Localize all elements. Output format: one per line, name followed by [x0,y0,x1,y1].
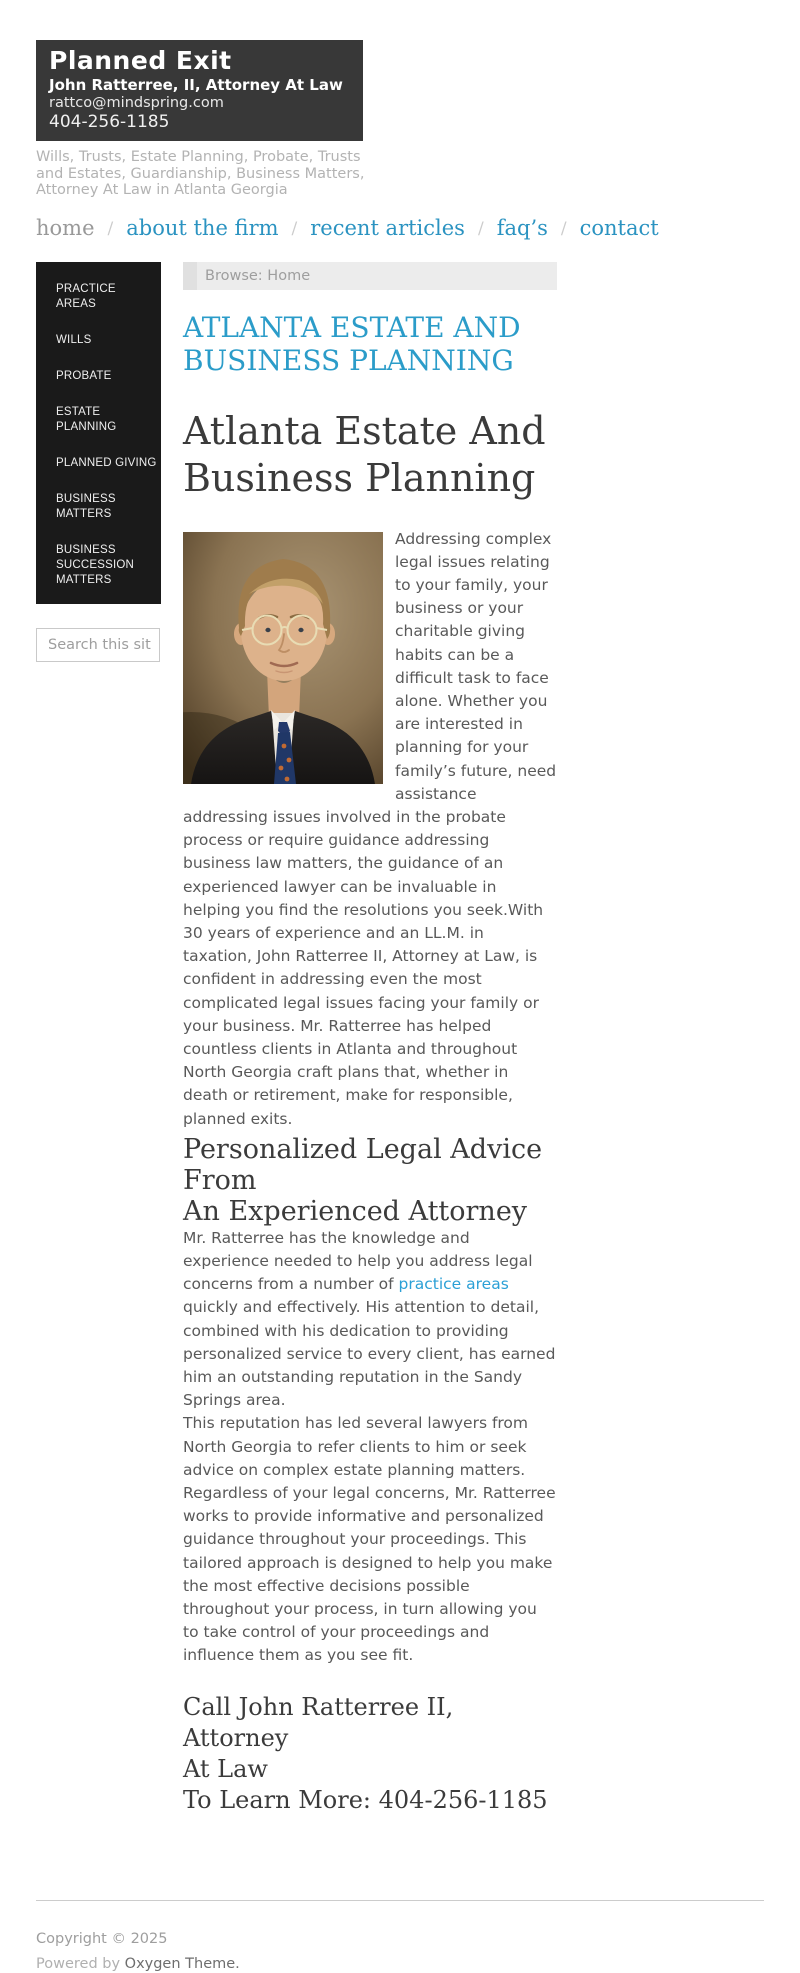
site-tagline: Wills, Trusts, Estate Planning, Probate, Trusts and Estates, Guardianship, Business Matters, Attorney At Law in Atlanta Georgia [36,149,365,198]
sidebar-item-business-matters[interactable]: BUSINESS MATTERS [56,492,116,520]
practice-areas-link[interactable]: practice areas [398,1275,509,1294]
page-title [183,408,557,502]
nav-item-contact[interactable]: contact [579,215,659,240]
nav-separator: / [560,218,567,239]
search-input[interactable] [36,628,160,662]
page-kicker-line: BUSINESS PLANNING [183,343,514,377]
site-phone[interactable]: 404-256-1185 [49,112,170,132]
cta-heading [183,1692,557,1816]
footer-divider [36,1900,764,1901]
nav-separator: / [477,218,484,239]
sidebar-item-planned-giving[interactable]: PLANNED GIVING [56,456,157,469]
page-kicker [183,311,557,377]
sidebar-item-estate-planning[interactable]: ESTATE PLANNING [56,405,117,433]
sidebar-item-probate[interactable]: PROBATE [56,369,112,382]
paragraph-guidance: Regardless of your legal concerns, Mr. Ratterree works to provide informative and personalized guidance throughout your proceedings. This tailored approach is designed to help you make the most effective decisions possible throughout your process, in turn allowing you to take control of your proceedings and influence them as you see fit. [183,1484,556,1665]
powered-by-prefix: Powered by [36,1955,125,1972]
paragraph-text: Mr. Ratterree has the knowledge and experience needed to help you address legal concerns from a number of [183,1228,533,1294]
sidebar [36,262,161,662]
nav-item-about-the-firm[interactable]: about the firm [126,215,279,240]
cta-line: Call John Ratterree II, Attorney [183,1692,454,1752]
section-heading-line: An Experienced Attorney [183,1195,528,1227]
paragraph-reputation: This reputation has led several lawyers from North Georgia to refer clients to him or seek advice on complex estate planning matters. [183,1414,529,1479]
breadcrumb [183,262,557,290]
breadcrumb-accent [183,262,197,290]
nav-item-recent-articles[interactable]: recent articles [310,215,465,240]
paragraph-experience [183,1227,557,1413]
nav-separator: / [291,218,298,239]
nav-separator: / [107,218,114,239]
site-title: Planned Exit [49,46,232,75]
sidebar-item-business-succession-matters[interactable]: BUSINESS SUCCESSION MATTERS [56,543,135,586]
copyright-text: Copyright © 2025 [36,1930,168,1947]
attorney-photo [183,532,383,784]
sidebar-item-wills[interactable]: WILLS [56,333,92,346]
nav-item-home[interactable]: home [36,215,95,240]
sidebar-item-practice-areas[interactable]: PRACTICE AREAS [56,282,116,310]
page-title-line: Business Planning [183,455,536,500]
site-subtitle: John Ratterree, II, Attorney At Law [49,76,343,94]
header-logo [36,40,363,141]
paragraph-text: quickly and effectively. His attention to detail, combined with his dedication to providing personalized service to every client, has earned him an outstanding reputation in the Sandy Springs area. [183,1298,556,1410]
powered-by-text [36,1955,764,1973]
cta-line: At Law [183,1754,268,1783]
breadcrumb-label: Browse: Home [205,267,311,284]
section-heading-personalized [183,1134,557,1227]
site-email[interactable]: rattco@mindspring.com [49,95,224,111]
section-heading-line: Personalized Legal Advice From [183,1133,543,1196]
intro-paragraph: Addressing complex legal issues relating to your family, your business or your charitable giving habits can be a difficult task to face alone. Whether you are interested in planning for your family’s future, need assistance addressing issues involved in the probate process or require guidance addressing business law matters, the guidance of an experienced lawyer can be invaluable in helping you find the resolutions you seek.With 30 years of experience and an LL.M. in taxation, John Ratterree II, Attorney at Law, is confident in addressing even the most complicated legal issues facing your family or your business. Mr. Ratterree has helped countless clients in Atlanta and throughout North Georgia craft plans that, whether in death or retirement, make for responsible, planned exits. [183,529,557,1128]
page-kicker-line: ATLANTA ESTATE AND [183,310,521,344]
main-nav [36,216,764,242]
sidebar-menu [36,262,161,604]
nav-item-faqs[interactable]: faq’s [496,215,548,240]
main-content [183,262,557,1840]
theme-link[interactable]: Oxygen Theme. [124,1955,240,1972]
cta-line: To Learn More: 404-256-1185 [183,1785,548,1814]
page-title-line: Atlanta Estate And [183,408,546,453]
